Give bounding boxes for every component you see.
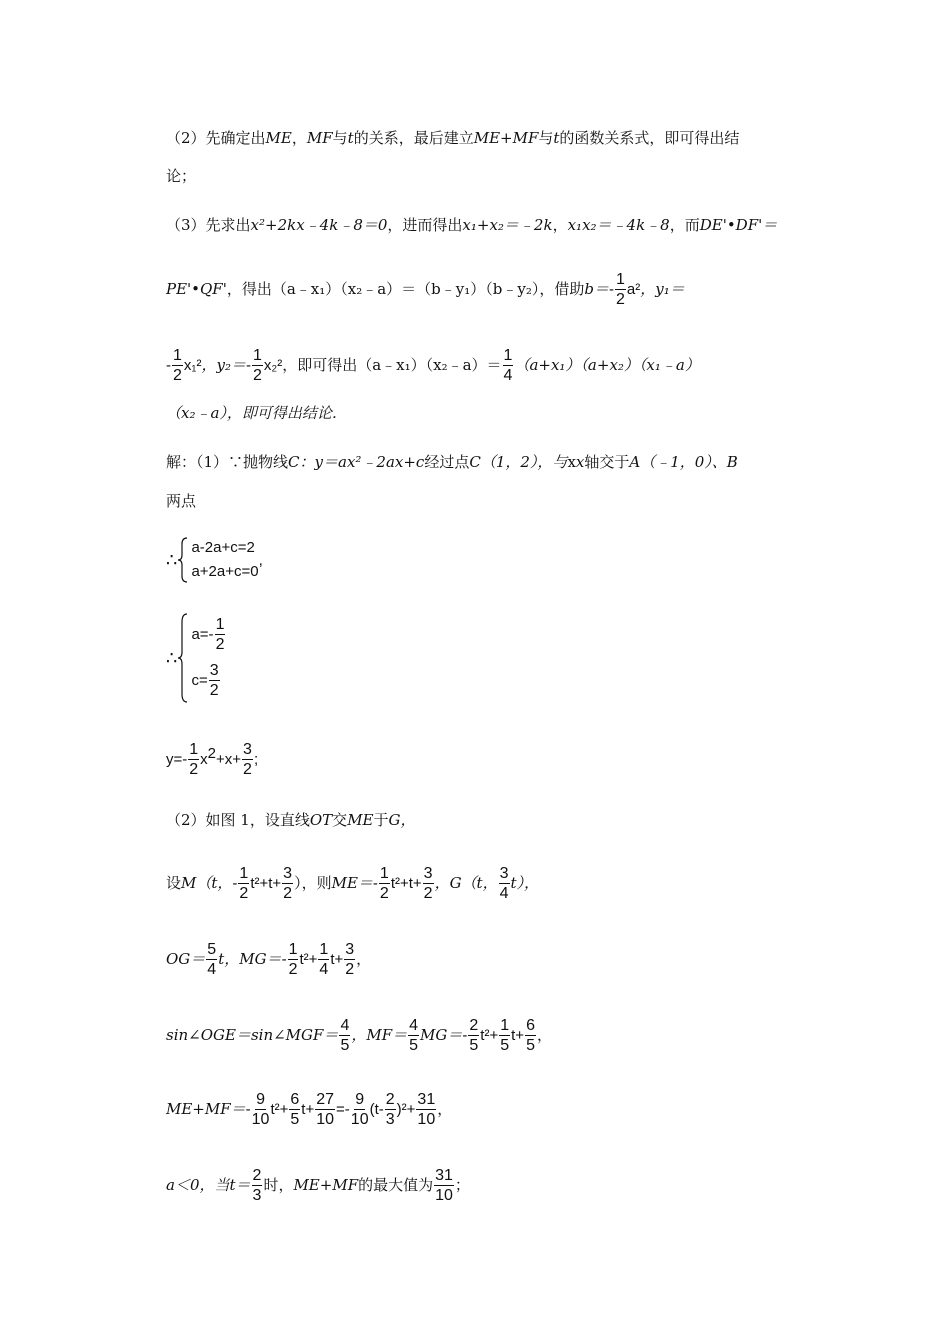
fraction: $\frac{5}{4}$	[207, 941, 217, 978]
part2-line-1: （2）如图 1，设直线OT交ME于G，	[166, 811, 416, 829]
fraction: $\frac{3}{2}$	[283, 865, 293, 902]
fraction: $\frac{1}{5}$	[500, 1017, 510, 1054]
fraction: $\frac{1}{2}$	[288, 941, 298, 978]
fraction: $\frac{9}{10}$	[350, 1091, 369, 1128]
analysis3-line-1: （3）先求出x²+2kx﹣4k﹣8＝0，进而得出x₁+x₂＝﹣2k，x₁x₂＝﹣4k﹣8，而DE'•DF'＝	[166, 216, 778, 234]
equation-system-1: ∴ a-2a+c=2 a+2a+c=0 ,	[166, 536, 263, 584]
solution-line-2: 两点	[166, 492, 197, 510]
analysis3-line-2: PE'•QF'，得出（a﹣x₁）（x₂﹣a）＝（b﹣y₁）（b﹣y₂），借助b＝- $\frac{1}{2}$ a²，y₁＝	[166, 271, 685, 308]
fraction: $\frac{1}{2}$	[215, 616, 225, 653]
fraction: $\frac{3}{2}$	[345, 941, 355, 978]
fraction: $\frac{1}{2}$	[189, 741, 199, 778]
analysis-line-2: 论；	[166, 167, 197, 185]
fraction: $\frac{31}{10}$	[417, 1091, 436, 1128]
fraction: $\frac{9}{10}$	[251, 1091, 270, 1128]
analysis3-line-4: （x₂﹣a），即可得出结论．	[166, 404, 347, 422]
fraction: $\frac{4}{5}$	[409, 1017, 419, 1054]
fraction: $\frac{3}{2}$	[209, 662, 219, 699]
fraction: $\frac{3}{4}$	[499, 865, 509, 902]
fraction: $\frac{1}{4}$	[319, 941, 329, 978]
fraction: $\frac{2}{5}$	[469, 1017, 479, 1054]
fraction: $\frac{31}{10}$	[435, 1167, 453, 1204]
fraction: $\frac{1}{2}$	[615, 271, 625, 308]
analysis3-line-3: - $\frac{1}{2}$ x₁²，y₂＝- $\frac{1}{2}$ x₂²，即可得出（a﹣x₁）（x₂﹣a）＝ $\frac{1}{4}$ （a+x₁）（a+x₂）（x₁﹣a）	[166, 347, 700, 384]
part2-line-2: 设M（t，- $\frac{1}{2}$ t²+t+ $\frac{3}{2}$ ），则ME＝- $\frac{1}{2}$ t²+t+ $\frac{3}{2}$ ，G（t， $\frac{3}{4}$ t），	[166, 865, 540, 902]
fraction: $\frac{1}{2}$	[173, 347, 182, 384]
part2-line-4: sin∠OGE＝sin∠MGF＝ $\frac{4}{5}$ ，MF＝ $\frac{4}{5}$ MG＝- $\frac{2}{5}$ t²+ $\frac{1}{5}$ t+ $\frac{6}{5}$ ，	[166, 1017, 552, 1054]
fraction: $\frac{3}{2}$	[243, 741, 252, 778]
fraction: $\frac{6}{5}$	[526, 1017, 535, 1054]
fraction: $\frac{1}{2}$	[239, 865, 249, 902]
part2-line-3: OG＝ $\frac{5}{4}$ t，MG＝- $\frac{1}{2}$ t²+ $\frac{1}{4}$ t+ $\frac{3}{2}$ ，	[166, 941, 372, 978]
equation-system-2: ∴ a=- $\frac{1}{2}$ c= $\frac{3}{2}$	[166, 612, 226, 704]
parabola-equation: y=- $\frac{1}{2}$ $x^2+x+$ $\frac{3}{2}$ ;	[166, 741, 259, 778]
left-brace-icon	[177, 612, 189, 704]
part2-line-5: ME+MF＝- $\frac{9}{10}$ t²+ $\frac{6}{5}$ t+ $\frac{27}{10}$ =- $\frac{9}{10}$ (t- $\frac{2}{3}$ )²+ $\frac{31}{10}$ ，	[166, 1091, 453, 1128]
part2-line-6: a＜0，当t＝ $\frac{2}{3}$ 时，ME+MF的最大值为 $\frac{31}{10}$ ；	[166, 1167, 470, 1204]
fraction: $\frac{6}{5}$	[290, 1091, 300, 1128]
fraction: $\frac{1}{2}$	[252, 347, 262, 384]
fraction: $\frac{3}{2}$	[423, 865, 433, 902]
solution-line-1: 解：（1）∵抛物线C：y＝ax²﹣2ax+c经过点C（1，2），与xx轴交于A（﹣1，0）、B	[166, 453, 738, 471]
analysis-line-1: （2）先确定出ME，MF与t的关系，最后建立ME+MF与t的函数关系式，即可得出结	[166, 129, 740, 147]
fraction: $\frac{2}{3}$	[385, 1091, 395, 1128]
fraction: $\frac{2}{3}$	[252, 1167, 262, 1204]
fraction: $\frac{1}{4}$	[503, 347, 513, 384]
left-brace-icon	[177, 536, 189, 584]
fraction: $\frac{4}{5}$	[340, 1017, 350, 1054]
fraction: $\frac{1}{2}$	[379, 865, 389, 902]
fraction: $\frac{27}{10}$	[316, 1091, 335, 1128]
